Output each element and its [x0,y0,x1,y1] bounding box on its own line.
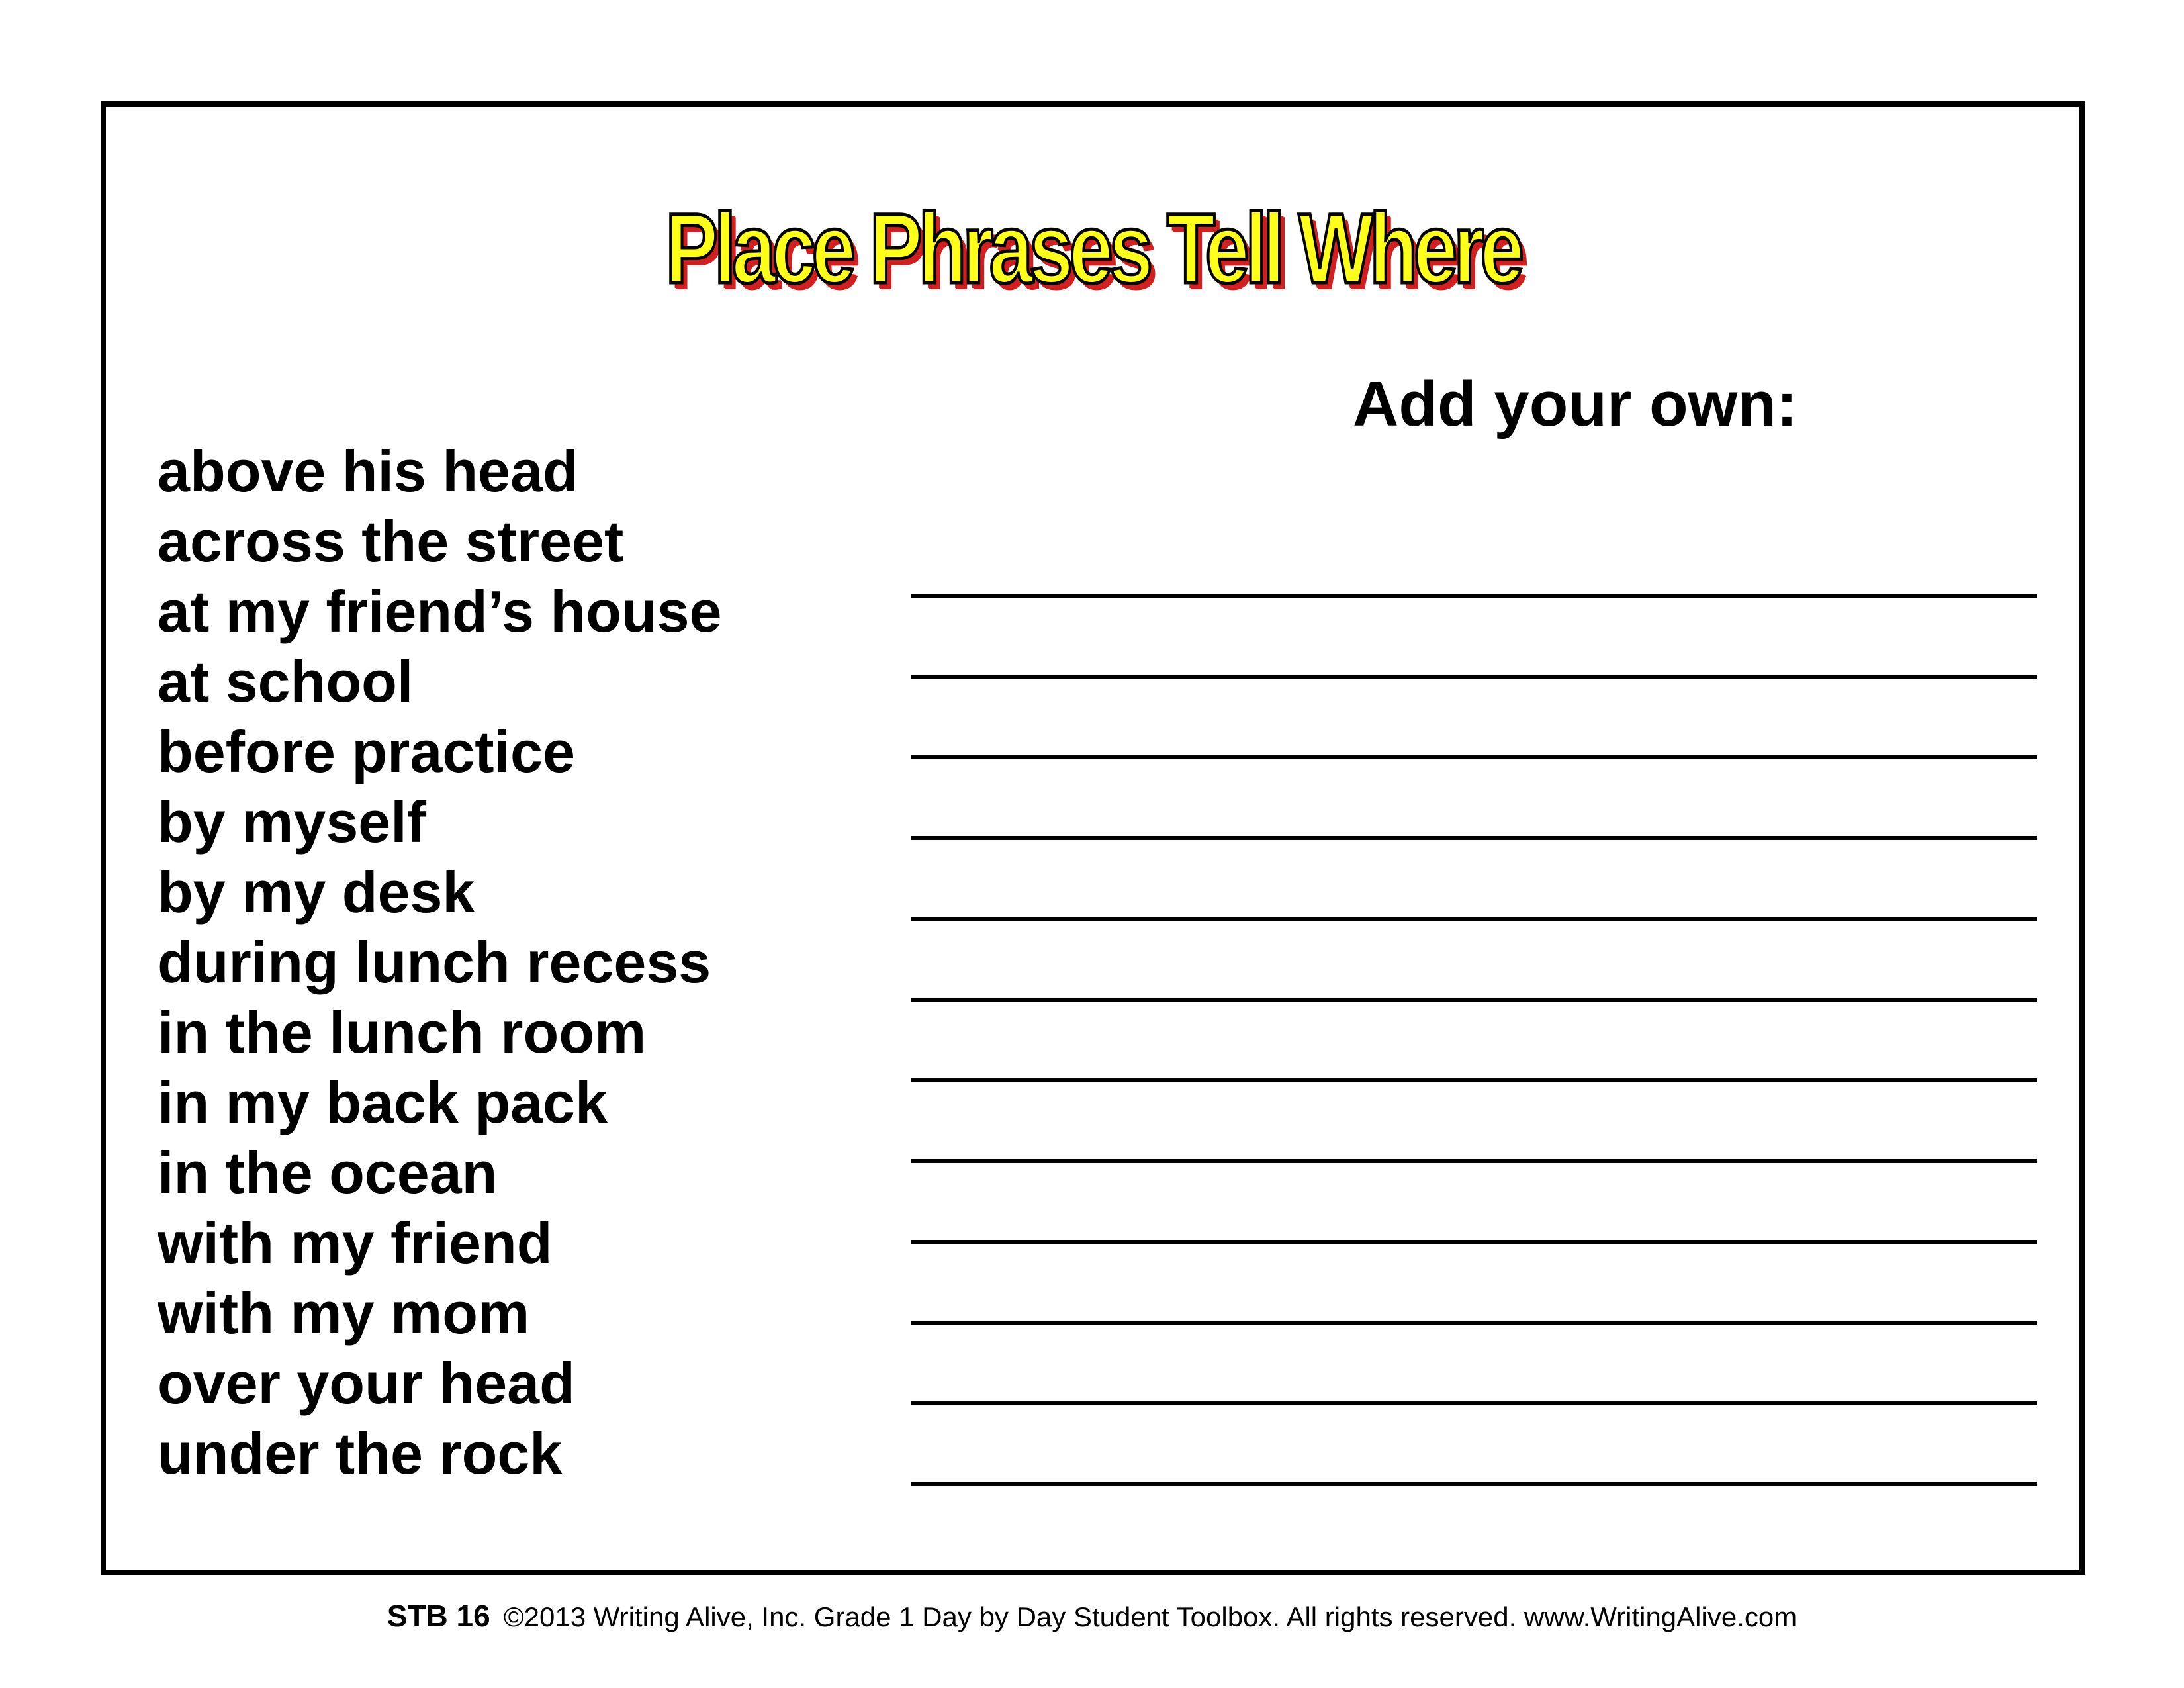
phrase-item: with my mom [158,1280,530,1346]
add-your-own-heading: Add your own: [1353,369,1797,440]
writing-line[interactable] [911,598,2037,679]
phrase-item: by myself [158,789,426,855]
phrase-list [158,436,722,1489]
footer-code: STB 16 [387,1599,490,1633]
phrase-item: in my back pack [158,1070,608,1135]
phrase-item: at my friend’s house [158,579,722,644]
worksheet-frame [101,101,2085,1575]
phrase-item: under the rock [158,1421,563,1486]
page-title: Place Phrases Tell Where [665,193,1520,304]
writing-line[interactable] [911,1244,2037,1325]
writing-line[interactable] [911,1163,2037,1244]
phrase-item: across the street [158,508,624,574]
writing-line[interactable] [911,1082,2037,1163]
footer [0,1598,2184,1634]
phrase-item: over your head [158,1350,575,1416]
writing-line[interactable] [911,840,2037,921]
writing-lines [911,516,2037,1486]
writing-line[interactable] [911,1405,2037,1486]
writing-line[interactable] [911,679,2037,759]
footer-copyright: ©2013 Writing Alive, Inc. Grade 1 Day by Day Student Toolbox. All rights reserved. www.WritingAlive.com [503,1601,1797,1632]
writing-line[interactable] [911,759,2037,840]
phrase-item: at school [158,649,414,714]
phrase-item: in the ocean [158,1140,498,1205]
phrase-item: by my desk [158,859,475,925]
writing-line[interactable] [911,517,2037,598]
phrase-item: with my friend [158,1210,553,1276]
phrase-item: before practice [158,719,575,784]
phrase-item: during lunch recess [158,929,711,995]
writing-line[interactable] [911,1325,2037,1405]
writing-line[interactable] [911,1002,2037,1082]
phrase-item: in the lunch room [158,1000,647,1065]
writing-line[interactable] [911,921,2037,1002]
phrase-item: above his head [158,438,578,504]
